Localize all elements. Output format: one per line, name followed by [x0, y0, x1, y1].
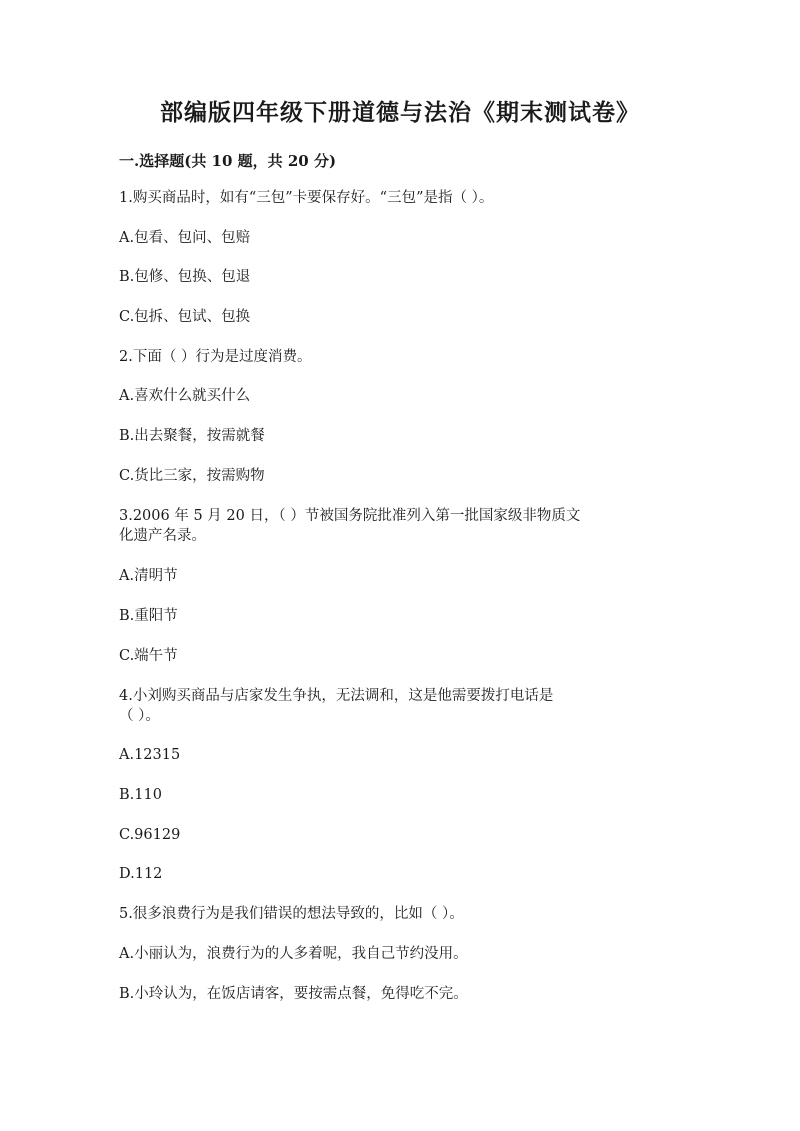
question-5-stem: 5.很多浪费行为是我们错误的想法导致的，比如（ ）。 — [119, 906, 464, 922]
section-heading: 一.选择题(共 10 题，共 20 分) — [119, 152, 337, 170]
question-1-option-b: B.包修、包换、包退 — [119, 269, 251, 285]
question-4-stem-line-2: （ ）。 — [119, 708, 160, 724]
question-2-stem: 2.下面（ ）行为是过度消费。 — [119, 349, 312, 365]
question-5-option-a: A.小丽认为，浪费行为的人多着呢，我自己节约没用。 — [119, 946, 468, 962]
question-1-option-c: C.包拆、包试、包换 — [119, 309, 251, 325]
question-4-option-b: B.110 — [119, 787, 162, 803]
question-3-stem-line-2: 化遗产名录。 — [119, 528, 206, 544]
question-3-option-c: C.端午节 — [119, 648, 178, 664]
question-3-option-a: A.清明节 — [119, 568, 178, 584]
question-3-stem-line-1: 3.2006 年 5 月 20 日，（ ）节被国务院批准列入第一批国家级非物质文 — [119, 508, 581, 524]
question-2-option-c: C.货比三家，按需购物 — [119, 468, 265, 484]
question-1-stem: 1.购买商品时，如有“三包”卡要保存好。“三包”是指（ ）。 — [119, 190, 494, 206]
question-4-stem-line-1: 4.小刘购买商品与店家发生争执，无法调和，这是他需要拨打电话是 — [119, 688, 554, 704]
question-1-option-a: A.包看、包问、包赔 — [119, 230, 251, 246]
question-4-option-a: A.12315 — [119, 747, 181, 763]
question-4-option-c: C.96129 — [119, 827, 181, 843]
question-2-option-b: B.出去聚餐，按需就餐 — [119, 428, 265, 444]
question-2-option-a: A.喜欢什么就买什么 — [119, 388, 251, 404]
page-title: 部编版四年级下册道德与法治《期末测试卷》 — [160, 99, 640, 126]
question-4-option-d: D.112 — [119, 866, 163, 882]
question-5-option-b: B.小玲认为，在饭店请客，要按需点餐，免得吃不完。 — [119, 986, 468, 1002]
question-3-option-b: B.重阳节 — [119, 608, 178, 624]
